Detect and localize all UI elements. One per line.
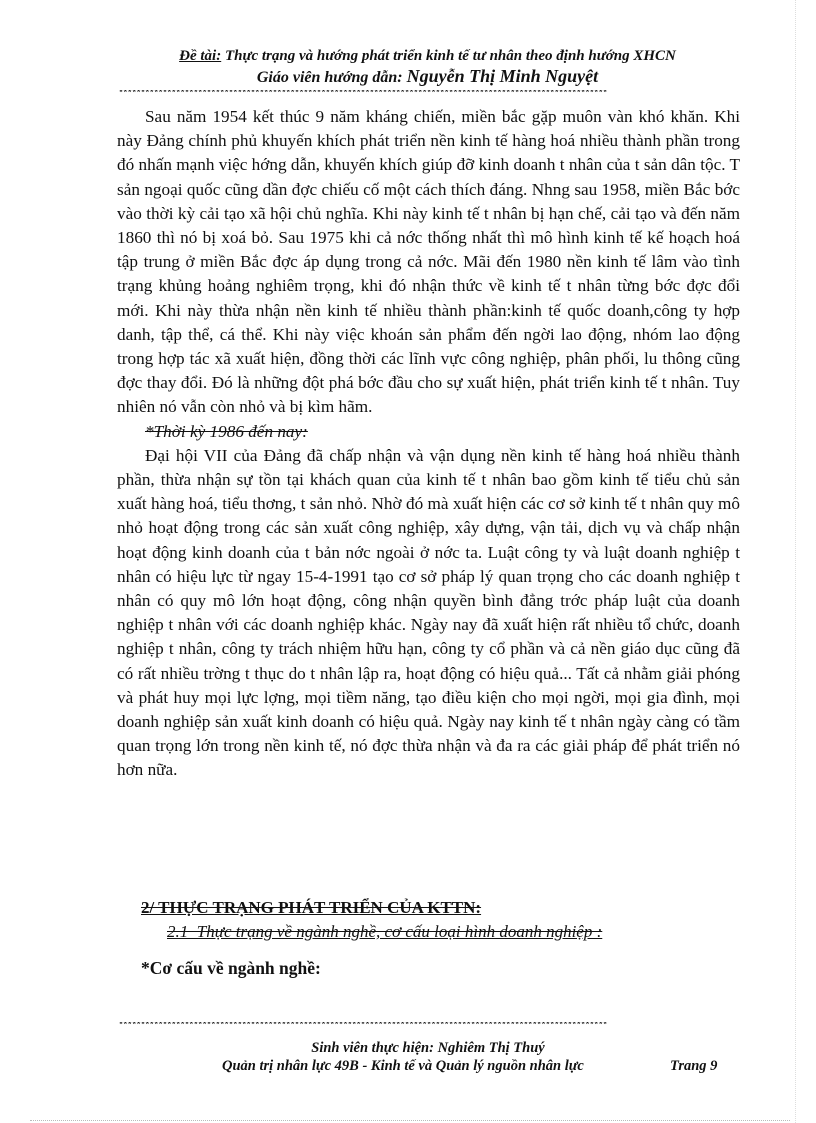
subsubsection-heading: *Cơ cấu về ngành nghề:: [141, 958, 321, 978]
footer-divider: ***************************************************************************************************************: [118, 1022, 607, 1032]
page-bottom-line: [30, 1120, 790, 1121]
footer-class-info: Quản trị nhân lực 49B - Kinh tế và Quản lý nguồn nhân lực: [222, 1058, 584, 1074]
footer-student: Sinh viên thực hiện: Nghiêm Thị Thuý: [311, 1040, 545, 1056]
body-text: [117, 105, 740, 783]
header-advisor-label: Giáo viên hướng dẫn:: [256, 69, 407, 86]
header-topic: [115, 48, 740, 65]
paragraph: Sau năm 1954 kết thúc 9 năm kháng chiến, miền bắc gặp muôn vàn khó khăn. Khi này Đảng chính phủ khuyến khích phát triển nền kinh tế hàng hoá nhiều thành phần trong đó nhấn mạnh việc hớng dẫn, khuyến khích giúp đỡ kinh doanh t nhân của t sản dân tộc. T sản ngoại quốc cũng dần đợc chiếu cố một cách thích đáng. Nhng sau 1958, miền Bắc bớc vào thời kỳ cải tạo xã hội chủ nghĩa. Khi này kinh tế t nhân bị hạn chế, cải tạo và đến năm 1860 thì nó bị xoá bỏ. Sau 1975 khi cả nớc thống nhất thì mô hình kinh tế kế hoạch hoá tập trung ở miền Bắc đợc áp dụng trong cả nớc. Mãi đến 1980 nền kinh tế lâm vào tình trạng khủng hoảng nghiêm trọng, khi đó nhận thức về kinh tế t nhân từng bớc đợc đổi mới. Khi này thừa nhận nền kinh tế nhiều thành phần:kinh tế quốc doanh,công ty hợp danh, tập thể, cá thể. Khi này việc khoán sản phẩm đến ngời lao động, nhóm lao động trong hợp tác xã xuất hiện, đồng thời các lĩnh vực công nghiệp, phân phối, lu thông cũng đợc thay đổi. Đó là những đột phá bớc đầu cho sự xuất hiện, phát triển kinh tế t nhân. Tuy nhiên nó vẫn còn nhỏ và bị kìm hãm.: [117, 107, 740, 417]
subsection-heading: 2.1_Thực trạng về ngành nghề, cơ cấu loại hình doanh nghiệp :: [167, 922, 603, 941]
header-topic-text: Thực trạng và hướng phát triển kinh tế tư nhân theo định hướng XHCN: [221, 48, 676, 64]
page-margin-line: [795, 0, 796, 1123]
header-advisor-name: Nguyễn Thị Minh Nguyệt: [406, 66, 599, 86]
period-heading: *Thời kỳ 1986 đến nay:: [145, 421, 308, 441]
header-topic-label: Đề tài:: [179, 48, 222, 64]
header-advisor: [115, 66, 740, 87]
section-heading: 2/ THỰC TRẠNG PHÁT TRIỂN CỦA KTTN:: [141, 898, 482, 917]
paragraph: Đại hội VII của Đảng đã chấp nhận và vận dụng nền kinh tế hàng hoá nhiều thành phần, thừa nhận sự tồn tại khách quan của kinh tế t nhân bao gồm kinh tế tiểu chủ sản xuất hàng hoá, tiểu thơng, t sản nhỏ. Nhờ đó mà xuất hiện các cơ sở kinh tế t nhân quy mô nhỏ hoạt động trong các sản xuất công nghiệp, xây dựng, vận tải, dịch vụ và chấp nhận hoạt động kinh doanh của t bản nớc ngoài ở nớc ta. Luật công ty và luật doanh nghiệp t nhân có hiệu lực từ ngay 15-4-1991 tạo cơ sở pháp lý quan trọng cho các doanh nghiệp t nhân có quy mô lớn hoạt động, công nhận quyền bình đẳng trớc pháp luật của doanh nghiệp t nhân với các doanh nghiệp khác. Ngày nay đã xuất hiện rất nhiều tổ chức, doanh nghiệp t nhân, công ty trách nhiệm hữu hạn, công ty cổ phần và cả nền giáo dục cũng đã có rất nhiều trờng t thục do t nhân lập ra, hoạt động có hiệu quả... Tất cả nhằm giải phóng và phát huy mọi lực lợng, mọi tiềm năng, tạo điều kiện cho mọi ngời, mọi gia đình, mọi doanh nghiệp sản xuất kinh doanh có hiệu quả. Ngày nay kinh tế t nhân ngày càng có tầm quan trọng lớn trong nền kinh tế, nó đợc thừa nhận và đa ra các giải pháp để phát triển nó hơn nữa.: [117, 445, 740, 780]
page-number: Trang 9: [670, 1058, 718, 1074]
header-divider: ***************************************************************************************************************: [118, 90, 607, 100]
